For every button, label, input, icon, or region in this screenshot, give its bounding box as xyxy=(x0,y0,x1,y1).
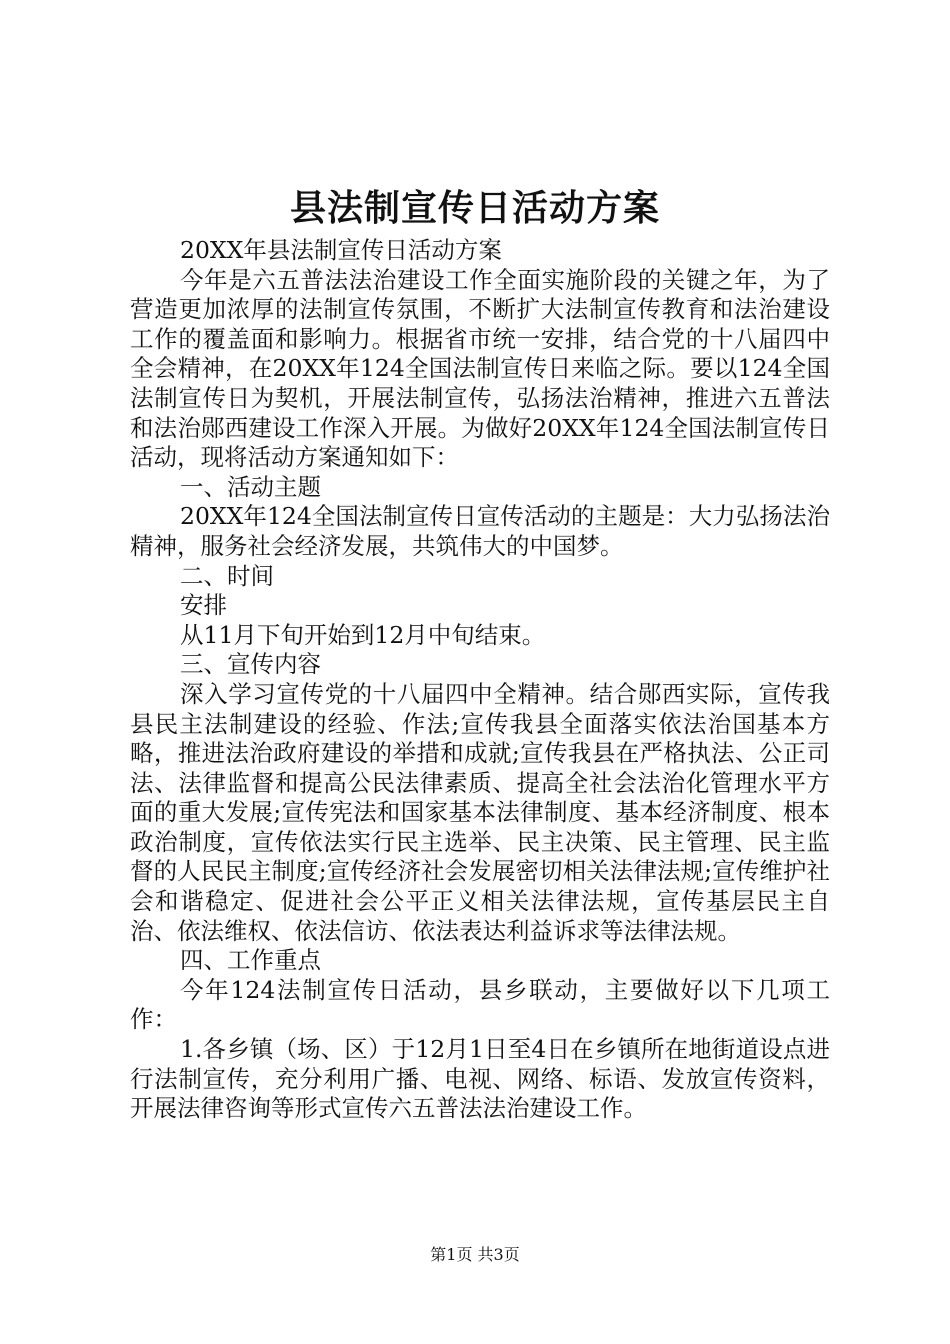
time-arrangement-label: 安排 xyxy=(180,591,227,620)
document-title: 县法制宣传日活动方案 xyxy=(289,187,660,229)
theme-paragraph: 20XX年124全国法制宣传日宣传活动的主题是：大力弘扬法治精神，服务社会经济发展，共筑伟大的中国梦。 xyxy=(130,502,830,560)
section-heading-focus: 四、工作重点 xyxy=(180,946,321,975)
section-heading-content: 三、宣传内容 xyxy=(180,650,321,679)
page-footer: 第1页 共3页 xyxy=(430,1245,520,1264)
time-paragraph: 从11月下旬开始到12月中旬结束。 xyxy=(180,620,546,649)
section-heading-time: 二、时间 xyxy=(180,561,274,590)
document-body xyxy=(130,236,830,1124)
intro-paragraph: 今年是六五普法法治建设工作全面实施阶段的关键之年，为了营造更加浓厚的法制宣传氛围，不断扩大法制宣传教育和法治建设工作的覆盖面和影响力。根据省市统一安排，结合党的十八届四中全会精神，在20XX年124全国法制宣传日来临之际。要以124全国法制宣传日为契机，开展法制宣传，弘扬法治精神，推进六五普法和法治郧西建设工作深入开展。为做好20XX年124全国法制宣传日活动，现将活动方案通知如下： xyxy=(130,265,830,472)
focus-item-1-paragraph: 1.各乡镇（场、区）于12月1日至4日在乡镇所在地街道设点进行法制宣传，充分利用广播、电视、网络、标语、发放宣传资料，开展法律咨询等形式宣传六五普法法治建设工作。 xyxy=(130,1035,830,1123)
focus-intro-paragraph: 今年124法制宣传日活动，县乡联动，主要做好以下几项工作： xyxy=(130,975,830,1034)
subtitle-paragraph: 20XX年县法制宣传日活动方案 xyxy=(180,236,502,264)
section-heading-theme: 一、活动主题 xyxy=(180,472,321,501)
content-paragraph: 深入学习宣传党的十八届四中全精神。结合郧西实际，宣传我县民主法制建设的经验、作法;宣传我县全面落实依法治国基本方略，推进法治政府建设的举措和成就;宣传我县在严格执法、公正司法、法律监督和提高公民法律素质、提高全社会法治化管理水平方面的重大发展;宣传宪法和国家基本法律制度、基本经济制度、根本政治制度，宣传依法实行民主选举、民主决策、民主管理、民主监督的人民民主制度;宣传经济社会发展密切相关法律法规;宣传维护社会和谐稳定、促进社会公平正义相关法律法规，宣传基层民主自治、依法维权、依法信访、依法表达利益诉求等法律法规。 xyxy=(130,679,830,945)
